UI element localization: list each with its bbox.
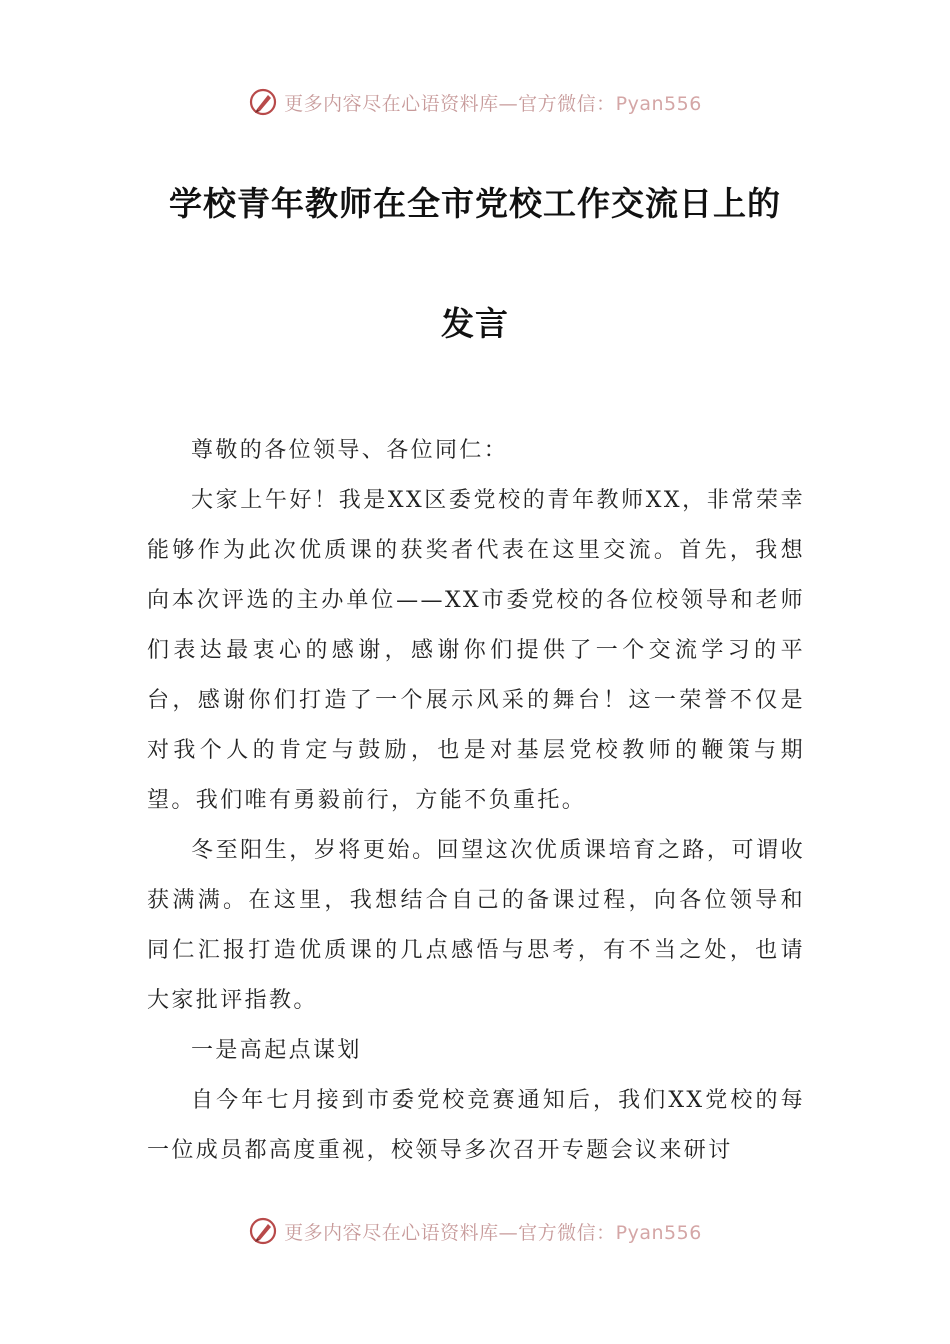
- body-paragraph: 冬至阳生，岁将更始。回望这次优质课培育之路，可谓收获满满。在这里，我想结合自己的备课过程，向各位领导和同仁汇报打造优质课的几点感悟与思考，有不当之处，也请大家批评指教。: [147, 838, 805, 1013]
- salutation: 尊敬的各位领导、各位同仁：: [191, 438, 509, 463]
- document-title-line-2: 发言: [441, 304, 509, 343]
- watermark-brand: Pyan556: [615, 1221, 702, 1244]
- footer-watermark: [0, 1211, 950, 1251]
- watermark-brand: Pyan556: [615, 92, 702, 115]
- watermark-text: 更多内容尽在心语资料库—官方微信：Pyan556: [284, 1221, 702, 1244]
- document-title-line-1: 学校青年教师在全市党校工作交流日上的: [169, 184, 781, 223]
- pen-logo-icon: [248, 87, 278, 117]
- pen-logo-icon: [248, 1216, 278, 1246]
- body-paragraph: 自今年七月接到市委党校竞赛通知后，我们XX党校的每一位成员都高度重视，校领导多次召开专题会议来研讨: [147, 1088, 805, 1163]
- watermark-text: 更多内容尽在心语资料库—官方微信：Pyan556: [284, 92, 702, 115]
- document-body: [147, 426, 805, 1176]
- header-watermark: [0, 82, 950, 122]
- section-heading: 一是高起点谋划: [191, 1038, 362, 1063]
- body-paragraph: 大家上午好！我是XX区委党校的青年教师XX，非常荣幸能够作为此次优质课的获奖者代表在这里交流。首先，我想向本次评选的主办单位——XX市委党校的各位校领导和老师们表达最衷心的感谢，感谢你们提供了一个交流学习的平台，感谢你们打造了一个展示风采的舞台！这一荣誉不仅是对我个人的肯定与鼓励，也是对基层党校教师的鞭策与期望。我们唯有勇毅前行，方能不负重托。: [147, 488, 805, 813]
